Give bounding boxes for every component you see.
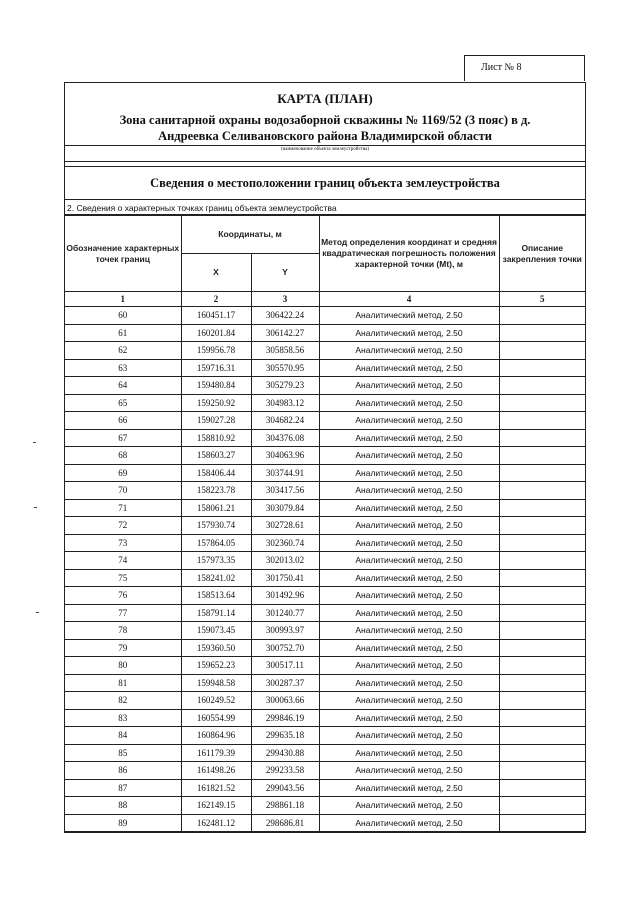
table-row bbox=[65, 639, 585, 657]
coord-x-cell: 159956.78 bbox=[181, 342, 251, 360]
coord-y-cell: 299846.19 bbox=[251, 709, 319, 727]
point-id-cell: 81 bbox=[65, 674, 181, 692]
description-cell bbox=[499, 482, 585, 500]
table-row bbox=[65, 727, 585, 745]
coord-y-cell: 305858.56 bbox=[251, 342, 319, 360]
document-title: КАРТА (ПЛАН) bbox=[277, 91, 373, 106]
method-cell: Аналитический метод, 2.50 bbox=[319, 814, 499, 832]
subsection-label: 2. Сведения о характерных точках границ объекта землеустройства bbox=[65, 200, 585, 215]
sheet-number: Лист № 8 bbox=[464, 55, 585, 81]
table-row bbox=[65, 412, 585, 430]
method-cell: Аналитический метод, 2.50 bbox=[319, 429, 499, 447]
description-cell bbox=[499, 342, 585, 360]
coord-x-cell: 159948.58 bbox=[181, 674, 251, 692]
table-row bbox=[65, 552, 585, 570]
title-block bbox=[65, 83, 585, 162]
coord-y-cell: 303744.91 bbox=[251, 464, 319, 482]
coord-x-cell: 158513.64 bbox=[181, 587, 251, 605]
point-id-cell: 66 bbox=[65, 412, 181, 430]
table-row bbox=[65, 604, 585, 622]
description-cell bbox=[499, 359, 585, 377]
point-id-cell: 65 bbox=[65, 394, 181, 412]
coord-y-cell: 306142.27 bbox=[251, 324, 319, 342]
description-cell bbox=[499, 377, 585, 395]
description-cell bbox=[499, 814, 585, 832]
coord-x-cell: 158223.78 bbox=[181, 482, 251, 500]
method-cell: Аналитический метод, 2.50 bbox=[319, 359, 499, 377]
method-cell: Аналитический метод, 2.50 bbox=[319, 779, 499, 797]
object-name bbox=[65, 112, 585, 144]
table-row bbox=[65, 517, 585, 535]
method-cell: Аналитический метод, 2.50 bbox=[319, 412, 499, 430]
object-name-caption: (наименование объекта землеустройства) bbox=[65, 145, 585, 152]
point-id-cell: 69 bbox=[65, 464, 181, 482]
method-cell: Аналитический метод, 2.50 bbox=[319, 377, 499, 395]
coord-x-cell: 160864.96 bbox=[181, 727, 251, 745]
coord-y-cell: 299635.18 bbox=[251, 727, 319, 745]
coord-y-cell: 301492.96 bbox=[251, 587, 319, 605]
coord-x-cell: 158810.92 bbox=[181, 429, 251, 447]
point-id-cell: 86 bbox=[65, 762, 181, 780]
table-row bbox=[65, 569, 585, 587]
method-cell: Аналитический метод, 2.50 bbox=[319, 622, 499, 640]
coord-x-cell: 158603.27 bbox=[181, 447, 251, 465]
coord-y-cell: 304682.24 bbox=[251, 412, 319, 430]
table-row bbox=[65, 464, 585, 482]
description-cell bbox=[499, 762, 585, 780]
method-cell: Аналитический метод, 2.50 bbox=[319, 587, 499, 605]
description-cell bbox=[499, 692, 585, 710]
method-cell: Аналитический метод, 2.50 bbox=[319, 552, 499, 570]
column-number: 5 bbox=[499, 292, 585, 307]
method-cell: Аналитический метод, 2.50 bbox=[319, 762, 499, 780]
table-row bbox=[65, 814, 585, 832]
description-cell bbox=[499, 412, 585, 430]
description-cell bbox=[499, 779, 585, 797]
method-cell: Аналитический метод, 2.50 bbox=[319, 569, 499, 587]
object-name-line1: Зона санитарной охраны водозаборной скважины № 1169/52 (3 пояс) в д. bbox=[119, 113, 531, 127]
coord-y-cell: 302728.61 bbox=[251, 517, 319, 535]
section-heading: Сведения о местоположении границ объекта землеустройства bbox=[65, 166, 585, 200]
description-cell bbox=[499, 727, 585, 745]
coord-y-cell: 301750.41 bbox=[251, 569, 319, 587]
description-cell bbox=[499, 517, 585, 535]
coord-x-cell: 159250.92 bbox=[181, 394, 251, 412]
coord-x-cell: 159652.23 bbox=[181, 657, 251, 675]
table-row bbox=[65, 307, 585, 325]
object-name-line2: Андреевка Селивановского района Владимирской области bbox=[158, 129, 492, 143]
table-row bbox=[65, 499, 585, 517]
description-cell bbox=[499, 307, 585, 325]
point-id-cell: 70 bbox=[65, 482, 181, 500]
column-number: 2 bbox=[181, 292, 251, 307]
header-method: Метод определения координат и средняя квадратическая погрешность положения характерной точки (Mt), м bbox=[319, 216, 499, 292]
method-cell: Аналитический метод, 2.50 bbox=[319, 499, 499, 517]
coord-y-cell: 299043.56 bbox=[251, 779, 319, 797]
table-row bbox=[65, 797, 585, 815]
description-cell bbox=[499, 569, 585, 587]
method-cell: Аналитический метод, 2.50 bbox=[319, 604, 499, 622]
coord-x-cell: 161821.52 bbox=[181, 779, 251, 797]
coord-x-cell: 160201.84 bbox=[181, 324, 251, 342]
coord-y-cell: 302360.74 bbox=[251, 534, 319, 552]
method-cell: Аналитический метод, 2.50 bbox=[319, 464, 499, 482]
table-row bbox=[65, 359, 585, 377]
coord-y-cell: 300063.66 bbox=[251, 692, 319, 710]
column-number: 3 bbox=[251, 292, 319, 307]
method-cell: Аналитический метод, 2.50 bbox=[319, 517, 499, 535]
coord-x-cell: 161179.39 bbox=[181, 744, 251, 762]
description-cell bbox=[499, 709, 585, 727]
coord-x-cell: 159360.50 bbox=[181, 639, 251, 657]
coord-y-cell: 304063.96 bbox=[251, 447, 319, 465]
coord-y-cell: 300993.97 bbox=[251, 622, 319, 640]
table-row bbox=[65, 587, 585, 605]
point-id-cell: 60 bbox=[65, 307, 181, 325]
coord-y-cell: 300287.37 bbox=[251, 674, 319, 692]
table-row bbox=[65, 534, 585, 552]
table-row bbox=[65, 377, 585, 395]
scan-mark bbox=[36, 612, 39, 613]
coord-x-cell: 157864.05 bbox=[181, 534, 251, 552]
description-cell bbox=[499, 587, 585, 605]
coord-y-cell: 305570.95 bbox=[251, 359, 319, 377]
column-number: 4 bbox=[319, 292, 499, 307]
coord-x-cell: 159073.45 bbox=[181, 622, 251, 640]
table-row bbox=[65, 394, 585, 412]
scan-mark bbox=[34, 507, 37, 508]
column-number: 1 bbox=[65, 292, 181, 307]
coord-y-cell: 300517.11 bbox=[251, 657, 319, 675]
header-y: Y bbox=[251, 254, 319, 292]
boundary-points-table bbox=[65, 215, 585, 832]
method-cell: Аналитический метод, 2.50 bbox=[319, 447, 499, 465]
description-cell bbox=[499, 657, 585, 675]
header-x: X bbox=[181, 254, 251, 292]
table-row bbox=[65, 674, 585, 692]
coord-y-cell: 306422.24 bbox=[251, 307, 319, 325]
point-id-cell: 87 bbox=[65, 779, 181, 797]
scan-mark bbox=[33, 442, 36, 443]
method-cell: Аналитический метод, 2.50 bbox=[319, 307, 499, 325]
description-cell bbox=[499, 394, 585, 412]
coord-x-cell: 158061.21 bbox=[181, 499, 251, 517]
coord-y-cell: 299430.88 bbox=[251, 744, 319, 762]
description-cell bbox=[499, 499, 585, 517]
coord-y-cell: 301240.77 bbox=[251, 604, 319, 622]
point-id-cell: 61 bbox=[65, 324, 181, 342]
description-cell bbox=[499, 534, 585, 552]
coord-y-cell: 298686.81 bbox=[251, 814, 319, 832]
method-cell: Аналитический метод, 2.50 bbox=[319, 324, 499, 342]
point-id-cell: 63 bbox=[65, 359, 181, 377]
method-cell: Аналитический метод, 2.50 bbox=[319, 394, 499, 412]
table-row bbox=[65, 429, 585, 447]
method-cell: Аналитический метод, 2.50 bbox=[319, 727, 499, 745]
method-cell: Аналитический метод, 2.50 bbox=[319, 692, 499, 710]
coord-y-cell: 302013.02 bbox=[251, 552, 319, 570]
coord-x-cell: 160451.17 bbox=[181, 307, 251, 325]
description-cell bbox=[499, 622, 585, 640]
description-cell bbox=[499, 639, 585, 657]
method-cell: Аналитический метод, 2.50 bbox=[319, 534, 499, 552]
point-id-cell: 77 bbox=[65, 604, 181, 622]
point-id-cell: 73 bbox=[65, 534, 181, 552]
point-id-cell: 84 bbox=[65, 727, 181, 745]
point-id-cell: 72 bbox=[65, 517, 181, 535]
coord-x-cell: 160249.52 bbox=[181, 692, 251, 710]
point-id-cell: 79 bbox=[65, 639, 181, 657]
table-row bbox=[65, 482, 585, 500]
point-id-cell: 89 bbox=[65, 814, 181, 832]
coord-y-cell: 303417.56 bbox=[251, 482, 319, 500]
table-row bbox=[65, 447, 585, 465]
method-cell: Аналитический метод, 2.50 bbox=[319, 744, 499, 762]
coord-x-cell: 161498.26 bbox=[181, 762, 251, 780]
method-cell: Аналитический метод, 2.50 bbox=[319, 639, 499, 657]
description-cell bbox=[499, 429, 585, 447]
coord-y-cell: 299233.58 bbox=[251, 762, 319, 780]
header-description: Описание закрепления точки bbox=[499, 216, 585, 292]
point-id-cell: 74 bbox=[65, 552, 181, 570]
point-id-cell: 78 bbox=[65, 622, 181, 640]
document-frame bbox=[64, 82, 586, 833]
method-cell: Аналитический метод, 2.50 bbox=[319, 797, 499, 815]
point-id-cell: 64 bbox=[65, 377, 181, 395]
table-row bbox=[65, 342, 585, 360]
point-id-cell: 88 bbox=[65, 797, 181, 815]
point-id-cell: 68 bbox=[65, 447, 181, 465]
description-cell bbox=[499, 447, 585, 465]
table-row bbox=[65, 657, 585, 675]
coord-x-cell: 158241.02 bbox=[181, 569, 251, 587]
table-row bbox=[65, 762, 585, 780]
method-cell: Аналитический метод, 2.50 bbox=[319, 482, 499, 500]
table-row bbox=[65, 744, 585, 762]
point-id-cell: 80 bbox=[65, 657, 181, 675]
point-id-cell: 82 bbox=[65, 692, 181, 710]
coord-y-cell: 300752.70 bbox=[251, 639, 319, 657]
coord-x-cell: 158406.44 bbox=[181, 464, 251, 482]
method-cell: Аналитический метод, 2.50 bbox=[319, 342, 499, 360]
coord-x-cell: 158791.14 bbox=[181, 604, 251, 622]
table-row bbox=[65, 779, 585, 797]
coord-x-cell: 160554.99 bbox=[181, 709, 251, 727]
description-cell bbox=[499, 552, 585, 570]
table-row bbox=[65, 324, 585, 342]
description-cell bbox=[499, 674, 585, 692]
table-row bbox=[65, 709, 585, 727]
point-id-cell: 83 bbox=[65, 709, 181, 727]
coord-x-cell: 157930.74 bbox=[181, 517, 251, 535]
header-coordinates: Координаты, м bbox=[181, 216, 319, 254]
point-id-cell: 76 bbox=[65, 587, 181, 605]
method-cell: Аналитический метод, 2.50 bbox=[319, 674, 499, 692]
description-cell bbox=[499, 464, 585, 482]
coord-x-cell: 162481.12 bbox=[181, 814, 251, 832]
point-id-cell: 75 bbox=[65, 569, 181, 587]
point-id-cell: 62 bbox=[65, 342, 181, 360]
coord-y-cell: 304376.08 bbox=[251, 429, 319, 447]
description-cell bbox=[499, 324, 585, 342]
point-id-cell: 67 bbox=[65, 429, 181, 447]
description-cell bbox=[499, 797, 585, 815]
method-cell: Аналитический метод, 2.50 bbox=[319, 709, 499, 727]
description-cell bbox=[499, 744, 585, 762]
point-id-cell: 71 bbox=[65, 499, 181, 517]
method-cell: Аналитический метод, 2.50 bbox=[319, 657, 499, 675]
coord-y-cell: 305279.23 bbox=[251, 377, 319, 395]
coord-x-cell: 159480.84 bbox=[181, 377, 251, 395]
coord-y-cell: 303079.84 bbox=[251, 499, 319, 517]
table-row bbox=[65, 622, 585, 640]
description-cell bbox=[499, 604, 585, 622]
header-point: Обозначение характерных точек границ bbox=[65, 216, 181, 292]
point-id-cell: 85 bbox=[65, 744, 181, 762]
coord-x-cell: 162149.15 bbox=[181, 797, 251, 815]
coord-x-cell: 159027.28 bbox=[181, 412, 251, 430]
coord-x-cell: 159716.31 bbox=[181, 359, 251, 377]
coord-y-cell: 298861.18 bbox=[251, 797, 319, 815]
coord-y-cell: 304983.12 bbox=[251, 394, 319, 412]
coord-x-cell: 157973.35 bbox=[181, 552, 251, 570]
table-row bbox=[65, 692, 585, 710]
